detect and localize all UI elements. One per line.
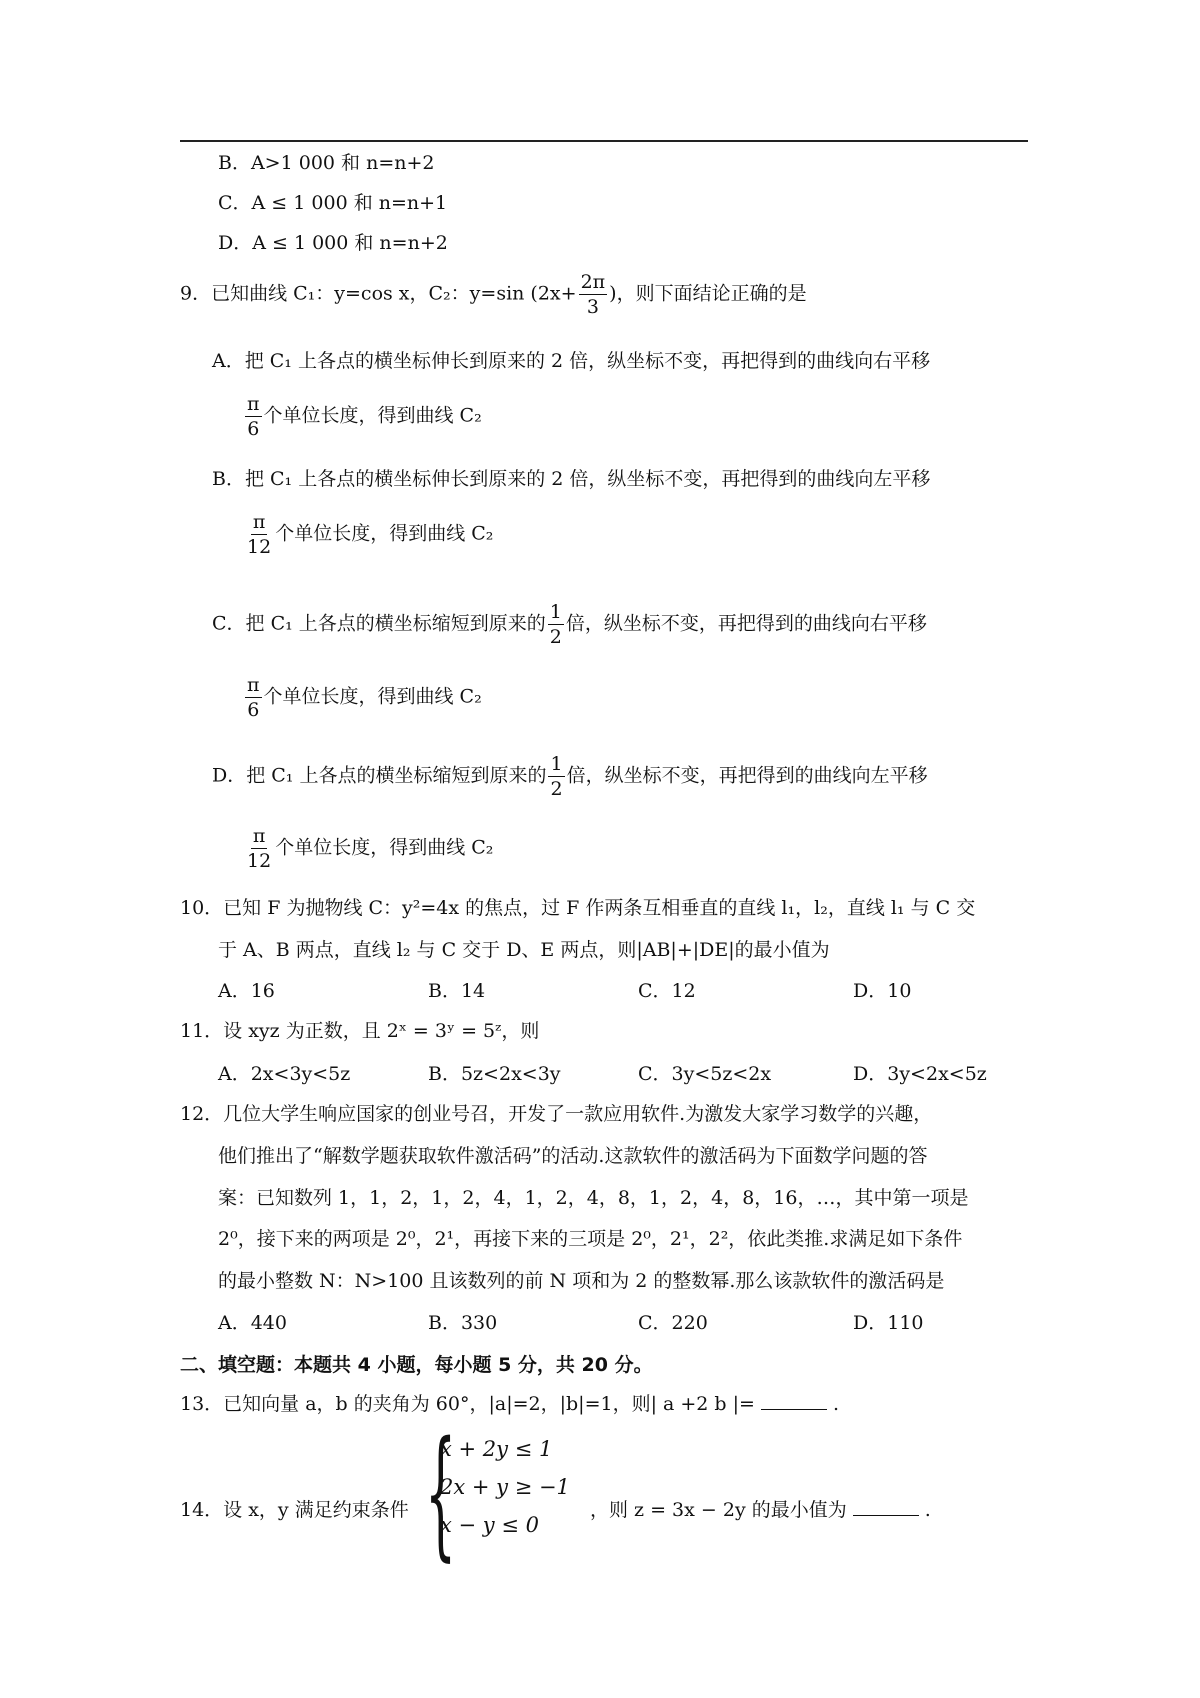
q12-option-d: D．110	[853, 1312, 924, 1334]
q12-line5: 的最小整数 N：N>100 且该数列的前 N 项和为 2 的整数幂.那么该款软件的激活码是	[218, 1270, 945, 1292]
q10-options	[218, 978, 1028, 1004]
q13-answer-blank[interactable]	[761, 1408, 827, 1410]
q9-option-b-line1: B．把 C₁ 上各点的横坐标伸长到原来的 2 倍，纵坐标不变，再把得到的曲线向左平移	[212, 468, 931, 490]
q14-constraints	[440, 1430, 570, 1544]
q9-a-frac-num: π	[247, 393, 260, 415]
q9-d-frac-num: π	[252, 825, 266, 847]
q9-b-frac-num: π	[252, 511, 266, 533]
q14-suffix-line	[590, 1497, 931, 1523]
q14-end: .	[924, 1499, 931, 1521]
q9-d-frac-den: 12	[247, 850, 272, 872]
q12-option-a: A．440	[218, 1312, 287, 1334]
q14-constraint-3: x − y ≤ 0	[440, 1513, 539, 1537]
q12-line3: 案：已知数列 1，1，2，1，2，4，1，2，4，8，1，2，4，8，16，…，其中第一项是	[218, 1187, 969, 1209]
q9-option-c-line2	[243, 673, 482, 722]
q9-option-d-line2	[243, 824, 493, 873]
q11-option-c: C．3y<5z<2x	[638, 1063, 772, 1085]
q10-option-b: B．14	[428, 980, 486, 1002]
q13-text: 13．已知向量 a，b 的夹角为 60°，|a|=2，|b|=1，则| a +2 b |=	[180, 1393, 755, 1415]
q9-option-d-line1	[212, 752, 928, 801]
q9-stem-prefix: 9．已知曲线 C₁：y=cos x，C₂：y=sin (2x+	[180, 282, 577, 305]
q10-option-a: A．16	[218, 980, 275, 1002]
q9-stem-frac-num: 2π	[580, 271, 606, 293]
q8-option-d: D．A ≤ 1 000 和 n=n+2	[218, 232, 448, 254]
q9-option-a-line1: A．把 C₁ 上各点的横坐标伸长到原来的 2 倍，纵坐标不变，再把得到的曲线向右平移	[212, 350, 931, 372]
q9-c-frac-num: π	[247, 674, 260, 696]
q11-options	[218, 1061, 1028, 1087]
q9-d-fraction	[245, 824, 273, 873]
q9-stem-frac-den: 3	[586, 296, 599, 318]
q9-c-frac-den: 6	[247, 699, 260, 721]
q9-d-half-num: 1	[550, 753, 563, 775]
q9-stem	[180, 270, 807, 319]
q9-b-frac-den: 12	[247, 536, 272, 558]
header-rule	[180, 140, 1028, 142]
q11-option-a: A．2x<3y<5z	[218, 1063, 351, 1085]
q10-line2: 于 A、B 两点，直线 l₂ 与 C 交于 D、E 两点，则|AB|+|DE|的最小值为	[218, 939, 830, 961]
q9-c-half-num: 1	[549, 601, 562, 623]
q14-suffix: ，则 z = 3x − 2y 的最小值为	[590, 1499, 847, 1521]
q9-c-half-den: 2	[549, 626, 562, 648]
q12-line1: 12．几位大学生响应国家的创业号召，开发了一款应用软件.为激发大家学习数学的兴趣，	[180, 1103, 933, 1125]
q12-option-c: C．220	[638, 1312, 708, 1334]
q9-d-line2-text: 个单位长度，得到曲线 C₂	[275, 836, 494, 859]
q14-prefix: 14．设 x，y 满足约束条件	[180, 1499, 409, 1521]
section-heading-fill-in: 二、填空题：本题共 4 小题，每小题 5 分，共 20 分。	[180, 1354, 653, 1376]
q9-c-line1-post: 倍，纵坐标不变，再把得到的曲线向右平移	[565, 612, 927, 635]
q14-answer-blank[interactable]	[853, 1514, 919, 1516]
q9-option-c-line1	[212, 600, 927, 649]
q12-line2: 他们推出了“解数学题获取软件激活码”的活动.这款软件的激活码为下面数学问题的答	[218, 1145, 928, 1167]
q9-stem-suffix: )，则下面结论正确的是	[609, 282, 807, 305]
q11-option-b: B．5z<2x<3y	[428, 1063, 561, 1085]
q10-option-d: D．10	[853, 980, 912, 1002]
q9-d-half-fraction	[548, 752, 564, 801]
q9-c-fraction	[245, 673, 262, 722]
q9-d-line1-pre: D．把 C₁ 上各点的横坐标缩短到原来的	[212, 764, 547, 787]
q10-option-c: C．12	[638, 980, 696, 1002]
q9-b-fraction	[245, 510, 273, 559]
q9-option-a-line2	[243, 392, 482, 441]
q9-stem-fraction	[579, 270, 608, 319]
q13	[180, 1391, 839, 1417]
q14-constraint-brace: {	[425, 1412, 457, 1575]
q9-b-line2-text: 个单位长度，得到曲线 C₂	[275, 522, 494, 545]
q9-c-line1-pre: C．把 C₁ 上各点的横坐标缩短到原来的	[212, 612, 546, 635]
q9-a-fraction	[245, 392, 262, 441]
q8-option-c: C．A ≤ 1 000 和 n=n+1	[218, 192, 448, 214]
q9-option-b-line2	[243, 510, 493, 559]
q9-d-half-den: 2	[550, 778, 563, 800]
q14-constraint-2: 2x + y ≥ −1	[440, 1475, 570, 1499]
q9-a-line2-text: 个单位长度，得到曲线 C₂	[263, 404, 482, 427]
q10-line1: 10．已知 F 为抛物线 C：y²=4x 的焦点，过 F 作两条互相垂直的直线 l₁，l₂，直线 l₁ 与 C 交	[180, 897, 976, 919]
q9-c-line2-text: 个单位长度，得到曲线 C₂	[263, 685, 482, 708]
q13-end: .	[832, 1393, 840, 1415]
q9-c-half-fraction	[548, 600, 564, 649]
q11-option-d: D．3y<2x<5z	[853, 1063, 987, 1085]
q14-constraint-1: x + 2y ≤ 1	[440, 1437, 553, 1461]
q11-stem: 11．设 xyz 为正数，且 2ˣ = 3ʸ = 5ᶻ，则	[180, 1020, 540, 1042]
q9-d-line1-post: 倍，纵坐标不变，再把得到的曲线向左平移	[566, 764, 928, 787]
q12-line4: 2⁰，接下来的两项是 2⁰，2¹，再接下来的三项是 2⁰，2¹，2²，依此类推.求满足如下条件	[218, 1228, 963, 1250]
q8-option-b: B．A>1 000 和 n=n+2	[218, 152, 435, 174]
q9-a-frac-den: 6	[247, 418, 260, 440]
q12-option-b: B．330	[428, 1312, 498, 1334]
q12-options	[218, 1310, 1028, 1336]
